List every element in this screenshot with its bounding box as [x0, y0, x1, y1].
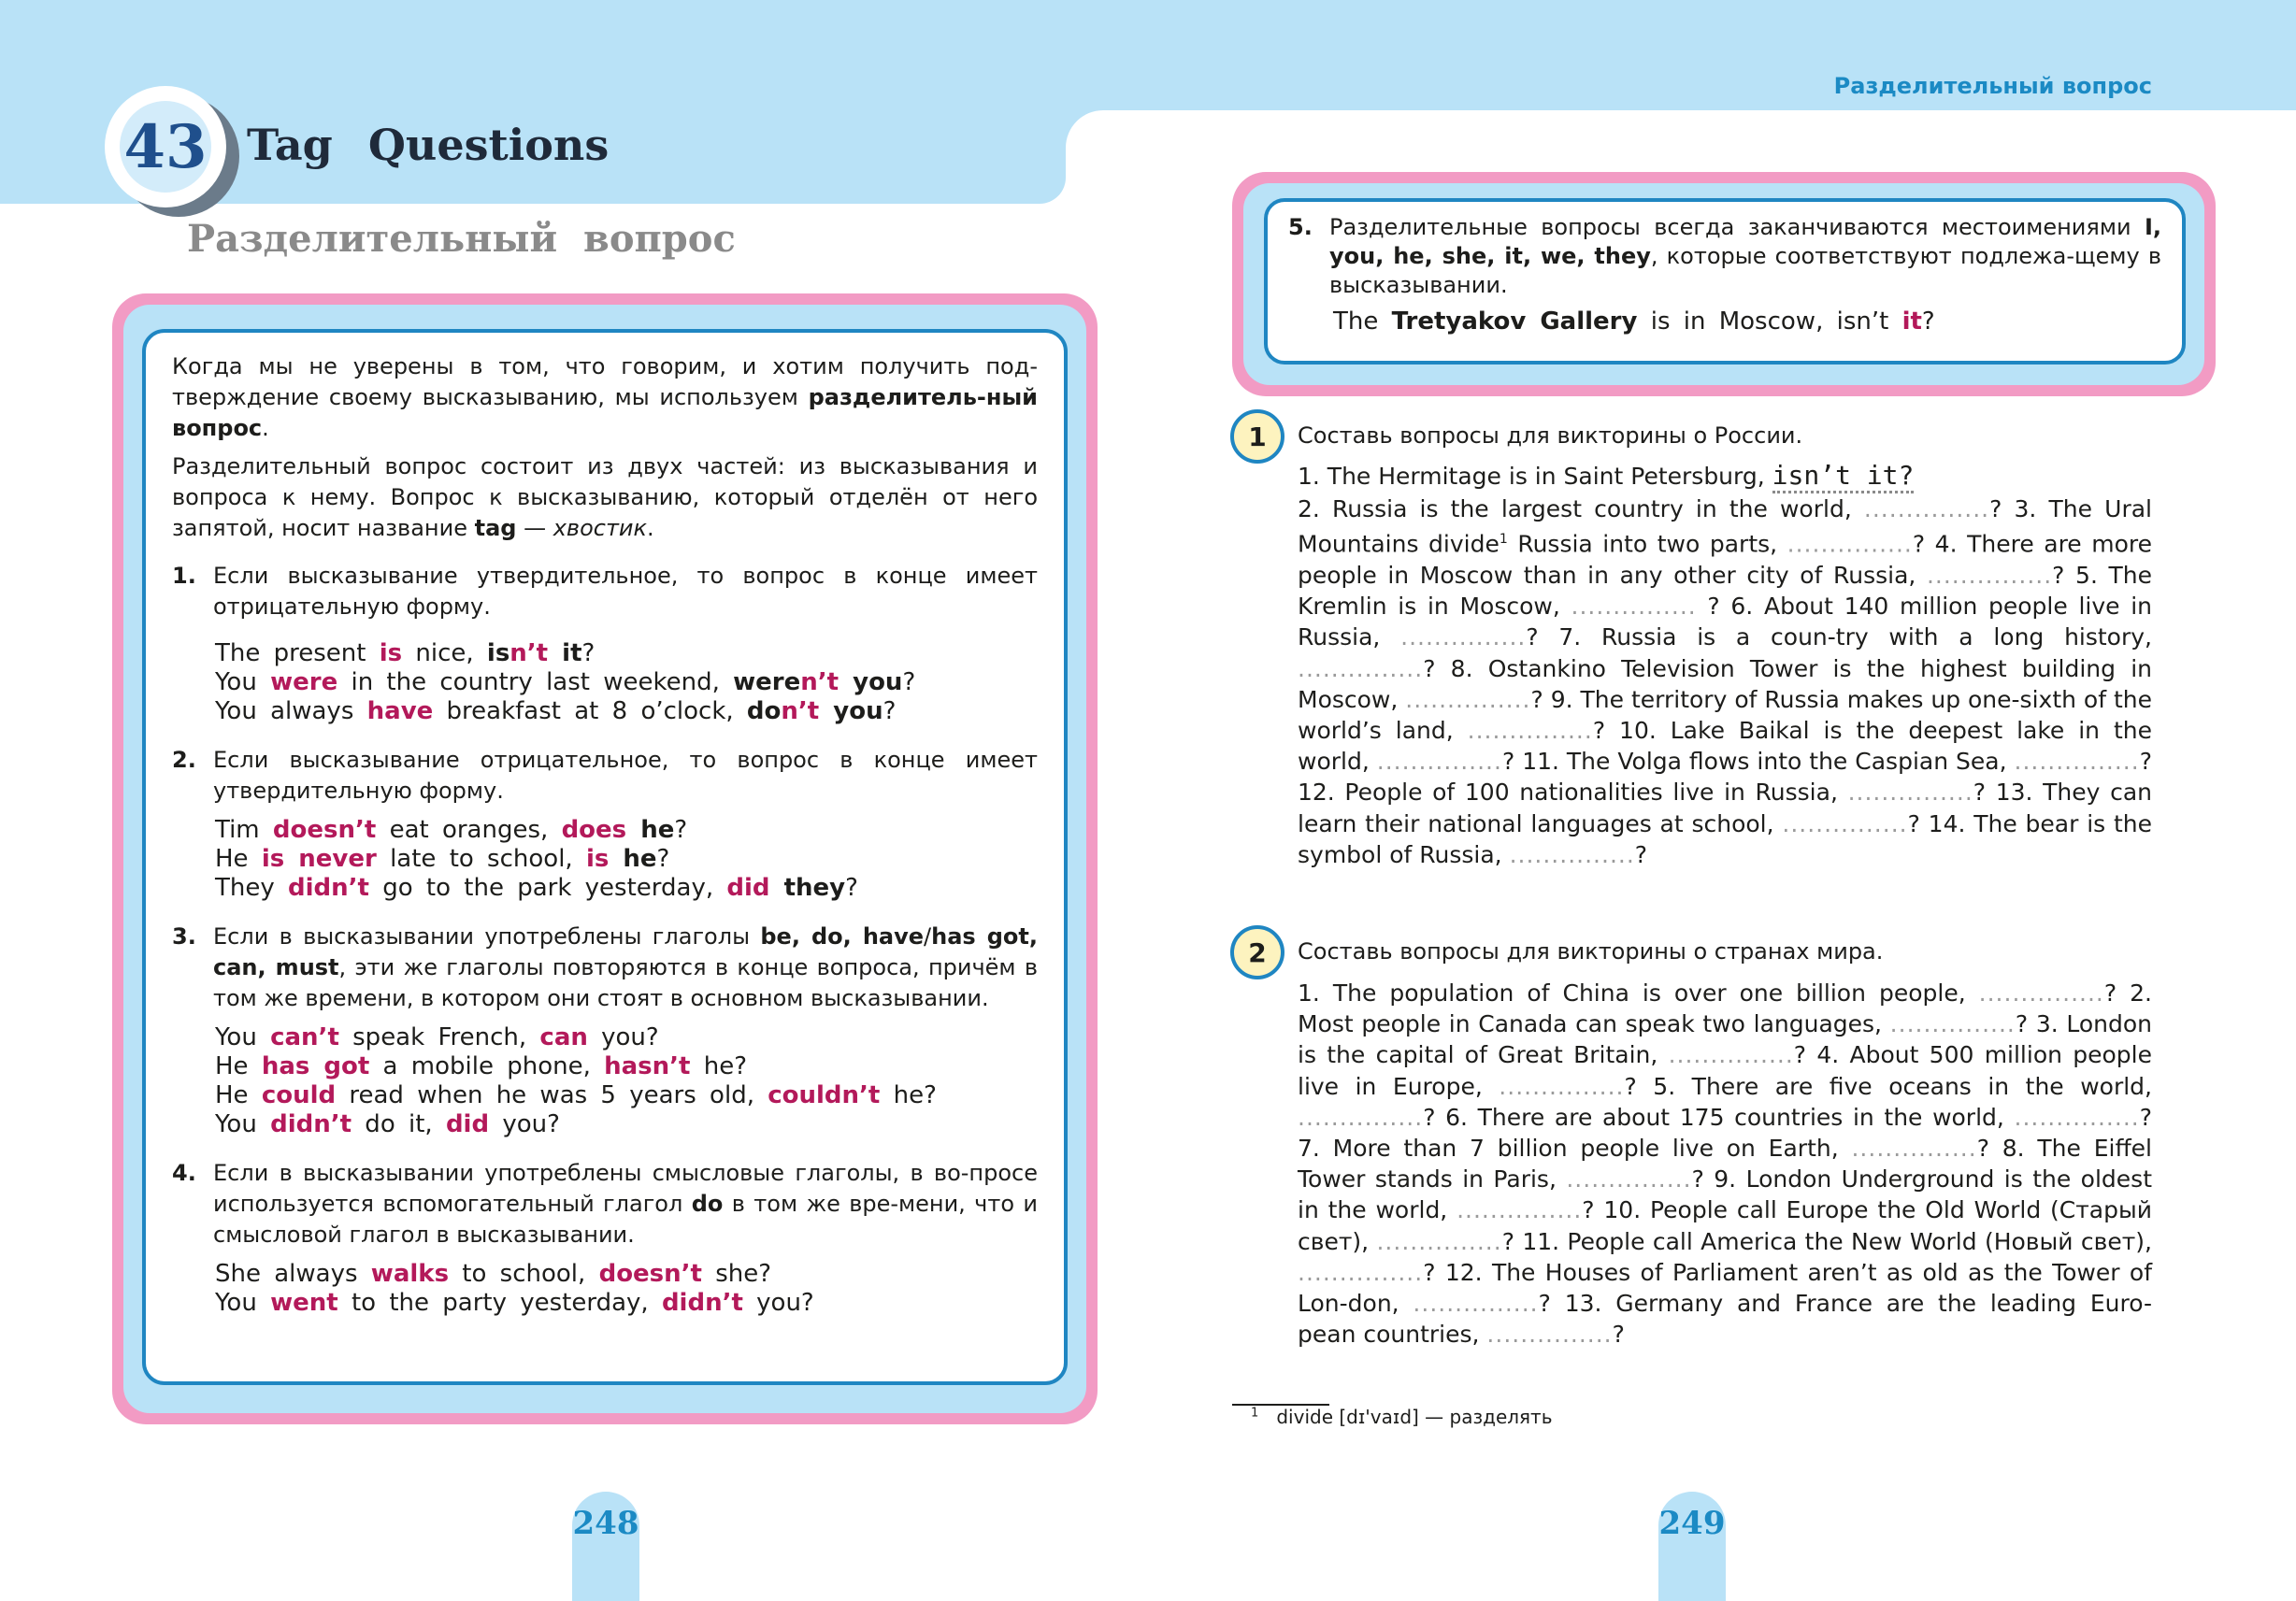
ex-text: breakfast at 8 o’clock, [433, 697, 747, 725]
rule-item-3 [172, 922, 1038, 1014]
ex-subject: Tretyakov Gallery [1391, 307, 1638, 336]
page-number-left: 248 [572, 1492, 639, 1601]
q-text: ? 6. There are about 175 countries in the world, [1423, 1103, 2015, 1131]
ex-verb: were [270, 668, 338, 696]
q-text: ? 13. Germany and France are the leading Euro-pean countries, [1298, 1290, 2152, 1349]
intro1-text: Когда мы не уверены в том, что говорим, и хотим получить под-тверждение своему высказыванию, мы используем [172, 353, 1038, 410]
q-text: ? 13. They can learn their national languages at school, [1298, 779, 2152, 837]
item-text [213, 1158, 1038, 1251]
ex-text: You always [215, 697, 367, 725]
item-text: Если высказывание отрицательное, то вопрос в конце имеет утвердительную форму. [213, 747, 1038, 804]
example-line [215, 1081, 1038, 1110]
ex-end: ? [883, 697, 897, 725]
answer-blank: ............... [1571, 593, 1697, 621]
rule5-text-a: Разделительные вопросы всегда заканчиваются местоимениями [1329, 214, 2145, 240]
q-text: ? 14. The bear is the symbol of Russia, [1298, 809, 2152, 868]
ex-tag-verb: doesn’t [598, 1260, 702, 1288]
intro2-end: . [647, 515, 654, 541]
q-text: ? 6. About 140 million people live in Russia, [1298, 593, 2153, 651]
ex-end: ? [1921, 307, 1935, 336]
q-text: ? 7. Russia is a coun-try with a long history, [1526, 623, 2152, 651]
answer-blank: ............... [1851, 1135, 1977, 1163]
rule5-content [1288, 213, 2161, 336]
exercise-2-heading: Составь вопросы для викторины о странах мира. [1298, 938, 1884, 965]
item4-text-c: в том же вре-мени, что и смысловой глагол в высказывании. [213, 1191, 1038, 1248]
rule5-text-c: , которые соответствуют подлежа-щему в высказывании. [1329, 243, 2161, 298]
ex-verb: can’t [270, 1023, 339, 1051]
answer-blank: ............... [1376, 748, 1502, 776]
ex-end: she? [701, 1260, 772, 1288]
item-number: 3. [172, 923, 196, 950]
ex-verb: could [261, 1081, 337, 1109]
item3-slash: / [924, 923, 932, 950]
ex-text: They [215, 874, 289, 902]
exercise-1-example [1298, 460, 2152, 492]
answer-blank: ............... [1787, 530, 1913, 558]
ex-tag-verb: couldn’t [768, 1081, 881, 1109]
item-text [213, 922, 1038, 1014]
example-line [215, 1023, 1038, 1052]
example-line [215, 845, 1038, 874]
exercise-2-badge: 2 [1230, 925, 1284, 979]
ex-verb: have [366, 697, 434, 725]
q-text: ? 9. The territory of Russia makes up one-sixth of the world’s land, [1298, 685, 2152, 744]
rule-content [172, 351, 1038, 1318]
item-2-examples [215, 816, 1038, 903]
example-line [215, 874, 1038, 903]
q-text: ? 3. The Ural Mountains divide [1298, 495, 2152, 558]
ex-tag-pronoun: you [839, 668, 903, 696]
q-text: ? 9. London Underground is the oldest in the world, [1298, 1165, 2152, 1224]
ex-end: ? [902, 668, 916, 696]
answer-blank: ............... [1863, 495, 1990, 523]
example-line [215, 816, 1038, 845]
q-text: Russia into two parts, [1507, 530, 1787, 558]
intro2-dash: — [516, 515, 553, 541]
q-text: ? 10. People call Europe the Old World (Старый свет), [1298, 1196, 2152, 1255]
exercise-1-heading: Составь вопросы для викторины о России. [1298, 422, 1803, 449]
answer-blank: ............... [1298, 654, 1424, 682]
ex-end: ? [674, 816, 688, 844]
answer-blank: ............... [1782, 809, 1908, 837]
answer-blank: ............... [1457, 1196, 1583, 1224]
ex-text: The present [215, 639, 380, 667]
intro1-end: . [262, 415, 269, 441]
answer-blank: ............... [1298, 1103, 1424, 1131]
ex-end: you? [587, 1023, 659, 1051]
item3-text-a: Если в высказывании употреблены глаголы [213, 923, 761, 950]
q-text: ? 12. The Houses of Parliament aren’t as old as the Tower of Lon-don, [1298, 1258, 2152, 1318]
exercise-2-questions [1298, 978, 2152, 1350]
rule-item-2 [172, 745, 1038, 807]
ex-tag-verb: does [561, 816, 627, 844]
example-answer: isn’t it? [1772, 460, 1915, 493]
answer-blank: ............... [1889, 1010, 2016, 1038]
lesson-title: Tag Questions [247, 120, 610, 170]
ex-text: eat oranges, [376, 816, 562, 844]
answer-blank: ............... [1400, 623, 1527, 651]
rule-intro-2 [172, 451, 1038, 544]
ex-tag-verb: can [539, 1023, 588, 1051]
q-text: ? 5. There are five oceans in the world, [1624, 1072, 2152, 1100]
rule5-pronouns: I, you, he, she, it, we, they [1329, 214, 2161, 269]
ex-end: he? [690, 1052, 748, 1080]
intro1-term: разделитель-ный вопрос [172, 384, 1038, 441]
ex-text: nice, [402, 639, 487, 667]
answer-blank: ............... [1405, 685, 1531, 713]
ex-verb: went [270, 1289, 338, 1317]
ex-tag-pronoun: you [819, 697, 883, 725]
item4-text-a: Если в высказывании употреблены смысловые глаголы, в во-просе используется вспомогательный глагол [213, 1160, 1038, 1217]
ex-tag-pronoun: they [769, 874, 846, 902]
ex-text: You [215, 668, 271, 696]
q-text: 2. Russia is the largest country in the world, [1298, 495, 1864, 523]
running-head: Разделительный вопрос [1833, 73, 2152, 99]
q-text: ? 4. There are more people in Moscow than in any other city of Russia, [1298, 530, 2152, 589]
ex-text: do it, [352, 1110, 446, 1138]
example-line [215, 668, 1038, 697]
answer-blank: ............... [1467, 716, 1593, 744]
q-text: ? 5. The Kremlin is in Moscow, [1298, 561, 2153, 621]
ex-text: She always [215, 1260, 371, 1288]
q-text: ? 12. People of 100 nationalities live in Russia, [1298, 748, 2152, 807]
ex-text: He [215, 1081, 262, 1109]
example-text: 1. The Hermitage is in Saint Petersburg, [1298, 463, 1772, 490]
rule-item-1 [172, 561, 1038, 622]
item-1-examples [215, 639, 1038, 726]
answer-blank: ............... [1413, 1290, 1539, 1318]
rule-item-5 [1288, 213, 2161, 300]
ex-tag-verb: hasn’t [604, 1052, 691, 1080]
ex-text: Tim [215, 816, 273, 844]
ex-text: read when he was 5 years old, [336, 1081, 768, 1109]
intro2-text: Разделительный вопрос состоит из двух частей: из высказывания и вопроса к нему. Вопрос к высказыванию, который отделён от него запятой, носит название [172, 453, 1038, 541]
ex-tag-verb: do [746, 697, 782, 725]
q-text: ? 8. Ostankino Television Tower is the highest building in Moscow, [1298, 654, 2152, 713]
answer-blank: ............... [1298, 1258, 1424, 1286]
ex-end: you? [742, 1289, 814, 1317]
ex-text: speak French, [338, 1023, 540, 1051]
answer-blank: ............... [1499, 1072, 1625, 1100]
ex-text: late to school, [376, 845, 586, 873]
ex-end: ? [656, 845, 670, 873]
ex-verb: didn’t [270, 1110, 352, 1138]
exercise-2-body [1298, 978, 2152, 1350]
ex-tag-verb: did [726, 874, 770, 902]
footnote-number: 1 [1251, 1406, 1259, 1421]
footnote-text: divide [dɪ'vaɪd] — разделять [1276, 1406, 1553, 1428]
item-3-examples [215, 1023, 1038, 1139]
exercise-1-body [1298, 460, 2152, 870]
item-number: 4. [172, 1160, 196, 1186]
ex-verb: doesn’t [272, 816, 377, 844]
item3-verbs-a: be, do, have [760, 923, 925, 950]
ex-text: to the party yesterday, [337, 1289, 662, 1317]
ex-verb: has got [261, 1052, 370, 1080]
ex-tag-neg: n’t [509, 639, 549, 667]
example-line [215, 697, 1038, 726]
exercise-1-questions [1298, 493, 2152, 870]
q-text: ? 8. The Eiffel Tower stands in Paris, [1298, 1135, 2152, 1194]
ex-text: is in Moscow, isn’t [1637, 307, 1902, 336]
exercise-1-badge: 1 [1230, 409, 1284, 464]
answer-blank: ............... [1978, 979, 2104, 1007]
intro2-tail: хвостик [552, 515, 648, 541]
answer-blank: ............... [1668, 1041, 1794, 1069]
q-text: ? 3. London is the capital of Great Britain, [1298, 1010, 2152, 1069]
ex-tag-verb: is [585, 845, 610, 873]
ex-tag-pronoun: it [548, 639, 582, 667]
ex-text: to school, [449, 1260, 599, 1288]
ex-tag-neg: n’t [800, 668, 839, 696]
example-line [215, 1260, 1038, 1289]
ex-verb: walks [370, 1260, 450, 1288]
q-text: ? 7. More than 7 billion people live on Earth, [1298, 1103, 2152, 1163]
lesson-number: 43 [120, 101, 211, 193]
q-text: ? 11. People call America the New World (Новый свет), [1501, 1227, 2152, 1255]
header-band-notch-cut [1066, 110, 1122, 204]
item-text: Если высказывание утвердительное, то вопрос в конце имеет отрицательную форму. [213, 563, 1038, 620]
lesson-number-badge [105, 86, 226, 207]
q-text: ? 10. Lake Baikal is the deepest lake in the world, [1298, 716, 2152, 776]
ex-text: go to the park yesterday, [368, 874, 727, 902]
q-text: ? [1612, 1321, 1625, 1349]
ex-tag-verb: were [733, 668, 801, 696]
ex-text: in the country last weekend, [337, 668, 734, 696]
item-number: 2. [172, 747, 196, 773]
ex-text: a mobile phone, [369, 1052, 605, 1080]
item-text [1329, 213, 2161, 300]
item4-do: do [691, 1191, 724, 1217]
ex-verb: is never [261, 845, 377, 873]
answer-blank: ............... [2014, 748, 2140, 776]
item-number: 1. [172, 563, 196, 589]
ex-end: ? [845, 874, 858, 902]
rule5-example [1333, 307, 2161, 336]
q-text: ? 11. The Volga flows into the Caspian Sea, [1501, 748, 2015, 776]
answer-blank: ............... [1486, 1321, 1613, 1349]
item3-verbs-b: has got, can, must [213, 923, 1038, 980]
ex-tag-pronoun: he [609, 845, 657, 873]
ex-text: You [215, 1023, 271, 1051]
answer-blank: ............... [1509, 840, 1635, 868]
ex-tag-verb: didn’t [661, 1289, 743, 1317]
ex-pronoun: it [1901, 307, 1922, 336]
ex-tag-pronoun: he [626, 816, 675, 844]
ex-text: He [215, 845, 262, 873]
footnote-marker: 1 [1499, 532, 1508, 548]
ex-end: ? [581, 639, 596, 667]
example-line [215, 1289, 1038, 1318]
ex-text: The [1333, 307, 1392, 336]
ex-text: You [215, 1110, 271, 1138]
q-text: ? 2. Most people in Canada can speak two languages, [1298, 979, 2152, 1038]
item-4-examples [215, 1260, 1038, 1318]
example-line [215, 1052, 1038, 1081]
rule-item-4 [172, 1158, 1038, 1251]
lesson-subtitle: Разделительный вопрос [187, 217, 736, 261]
ex-verb: is [379, 639, 403, 667]
answer-blank: ............... [2014, 1103, 2140, 1131]
q-text: 1. The population of China is over one billion people, [1298, 979, 1979, 1007]
ex-end: he? [880, 1081, 937, 1109]
answer-blank: ............... [1926, 561, 2053, 589]
item3-text-e: , эти же глаголы повторяются в конце вопроса, причём в том же времени, в котором они стоят в основном высказывании. [213, 954, 1039, 1011]
ex-text: You [215, 1289, 271, 1317]
rule-intro-1 [172, 351, 1038, 444]
ex-end: you? [489, 1110, 560, 1138]
answer-blank: ............... [1376, 1227, 1502, 1255]
q-text: ? 4. About 500 million people live in Europe, [1298, 1041, 2152, 1100]
ex-tag-verb: is [486, 639, 510, 667]
footnote [1251, 1406, 1553, 1428]
ex-tag-neg: n’t [781, 697, 820, 725]
ex-tag-verb: did [445, 1110, 490, 1138]
intro2-tag: tag [474, 515, 517, 541]
ex-verb: didn’t [288, 874, 369, 902]
answer-blank: ............... [1566, 1165, 1692, 1194]
example-line [215, 1110, 1038, 1139]
q-text: ? [1634, 840, 1648, 868]
example-line [215, 639, 1038, 668]
page-number-right: 249 [1658, 1492, 1726, 1601]
item-number: 5. [1288, 214, 1313, 240]
answer-blank: ............... [1847, 779, 1973, 807]
ex-text: He [215, 1052, 262, 1080]
